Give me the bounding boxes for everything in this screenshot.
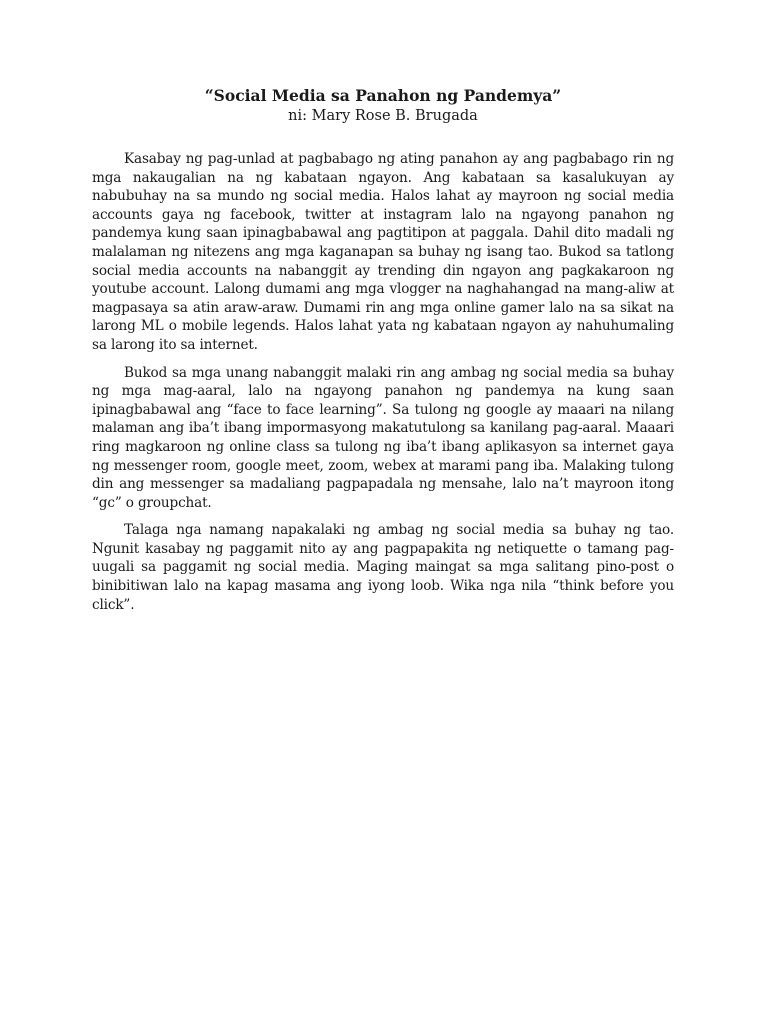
paragraph-2: Bukod sa mga unang nabanggit malaki rin ang ambag ng social media sa buhay ng mga mag-aaral, lalo na ngayong panahon ng pandemya na kung saan ipinagbabawal ang “face to face learning”. Sa tulong ng google ay maaari na nilang malaman ang iba’t ibang impormasyong makatutulong sa kanilang pag-aaral. Maaari ring magkaroon ng online class sa tulong ng iba’t ibang aplikasyon sa internet gaya ng messenger room, google meet, zoom, webex at marami pang iba. Malaking tulong din ang messenger sa madaliang pagpapadala ng mensahe, lalo na’t mayroon itong “gc” o groupchat.: [92, 364, 674, 511]
document-title: “Social Media sa Panahon ng Pandemya”: [204, 86, 562, 105]
document-page: [92, 86, 674, 623]
paragraph-3: Talaga nga namang napakalaki ng ambag ng social media sa buhay ng tao. Ngunit kasabay ng paggamit nito ay ang pagpapakita ng netiquette o tamang pag-uugali sa paggamit ng social media. Maging maingat sa mga salitang pino-post o binibitiwan lalo na kapag masama ang iyong loob. Wika nga nila “think before you click”.: [92, 522, 674, 613]
document-author: ni: Mary Rose B. Brugada: [288, 108, 478, 124]
paragraph-1: Kasabay ng pag-unlad at pagbabago ng ating panahon ay ang pagbabago rin ng mga nakaugalian na ng kabataan ngayon. Ang kabataan sa kasalukuyan ay nabubuhay na sa mundo ng social media. Halos lahat ay mayroon ng social media accounts gaya ng facebook, twitter at instagram lalo na ngayong panahon ng pandemya kung saan ipinagbabawal ang pagtitipon at paggala. Dahil dito madali ng malalaman ng nitezens ang mga kaganapan sa buhay ng isang tao. Bukod sa tatlong social media accounts na nabanggit ay trending din ngayon ang pagkakaroon ng youtube account. Lalong dumami ang mga vlogger na naghahangad na mang-aliw at magpasaya sa atin araw-araw. Dumami rin ang mga online gamer lalo na sa sikat na larong ML o mobile legends. Halos lahat yata ng kabataan ngayon ay nahuhumaling sa larong ito sa internet.: [92, 151, 674, 353]
